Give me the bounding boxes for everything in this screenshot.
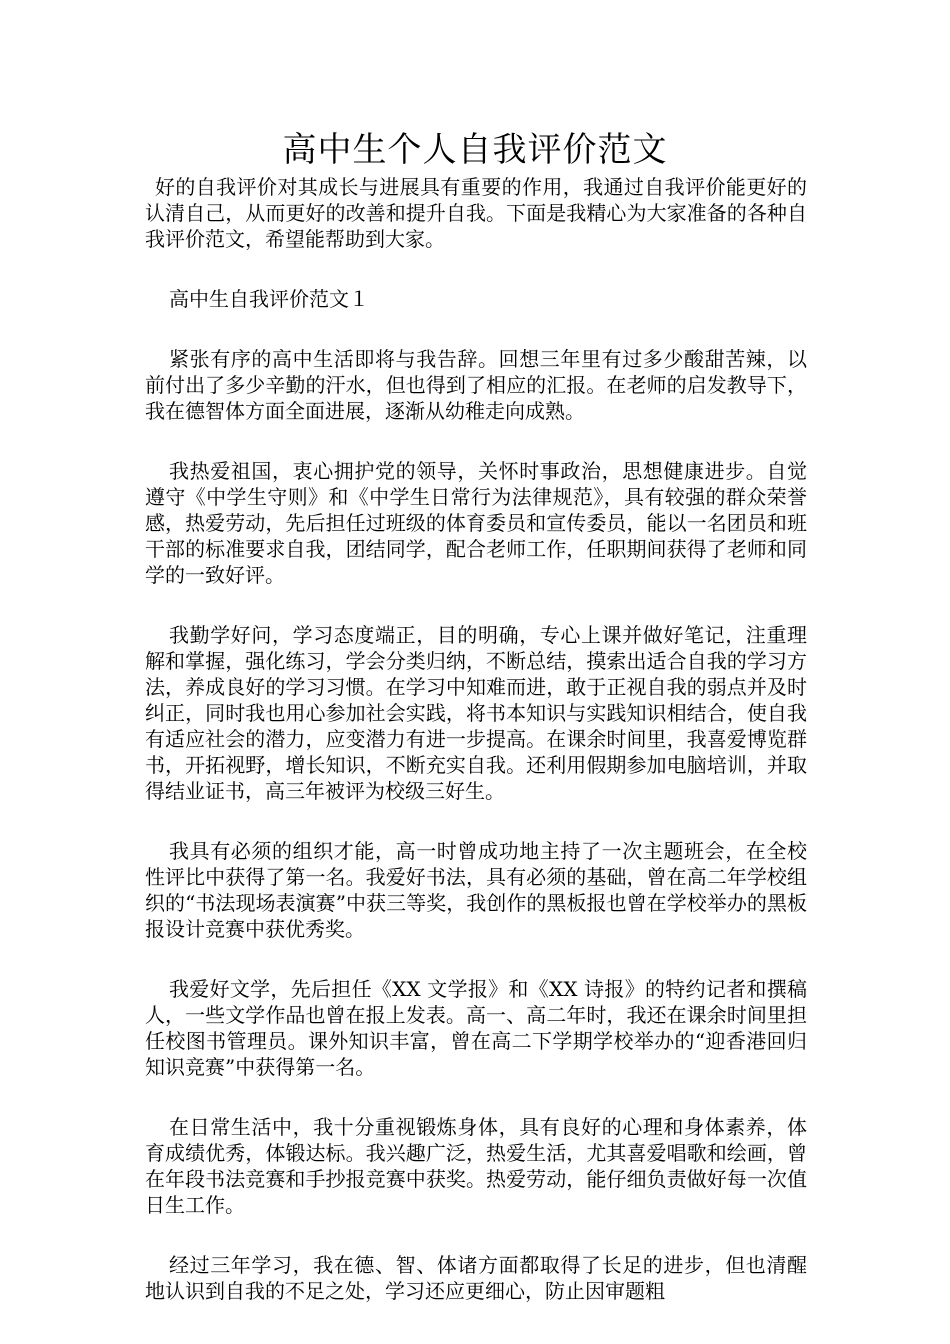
body-paragraph: 我爱好文学，先后担任《XX 文学报》和《XX 诗报》的特约记者和撰稿人，一些文学作品也曾在报上发表。高一、高二年时，我还在课余时间里担任校图书管理员。课外知识丰富，曾在高二下学期学校举办的“迎香港回归知识竞赛”中获得第一名。 bbox=[145, 977, 807, 1079]
body-paragraph: 我具有必须的组织才能，高一时曾成功地主持了一次主题班会，在全校性评比中获得了第一名。我爱好书法，具有必须的基础，曾在高二年学校组织的“书法现场表演赛”中获三等奖，我创作的黑板报也曾在学校举办的黑板报设计竞赛中获优秀奖。 bbox=[145, 839, 807, 941]
document-body bbox=[145, 174, 807, 1338]
intro-paragraph: 好的自我评价对其成长与进展具有重要的作用，我通过自我评价能更好的认清自己，从而更好的改善和提升自我。下面是我精心为大家准备的各种自我评价范文，希望能帮助到大家。 bbox=[145, 175, 807, 251]
body-paragraph: 我热爱祖国，衷心拥护党的领导，关怀时事政治，思想健康进步。自觉遵守《中学生守则》和《中学生日常行为法律规范》，具有较强的群众荣誉感，热爱劳动，先后担任过班级的体育委员和宣传委员，能以一名团员和班干部的标准要求自我，团结同学，配合老师工作，任职期间获得了老师和同学的一致好评。 bbox=[145, 459, 807, 587]
body-paragraph: 在日常生活中，我十分重视锻炼身体，具有良好的心理和身体素养，体育成绩优秀，体锻达标。我兴趣广泛，热爱生活，尤其喜爱唱歌和绘画，曾在年段书法竞赛和手抄报竞赛中获奖。热爱劳动，能仔细负责做好每一次值日生工作。 bbox=[145, 1115, 807, 1217]
body-paragraph: 我勤学好问，学习态度端正，目的明确，专心上课并做好笔记，注重理解和掌握，强化练习，学会分类归纳，不断总结，摸索出适合自我的学习方法，养成良好的学习习惯。在学习中知难而进，敢于正视自我的弱点并及时纠正，同时我也用心参加社会实践，将书本知识与实践知识相结合，使自我有适应社会的潜力，应变潜力有进一步提高。在课余时间里，我喜爱博览群书，开拓视野，增长知识，不断充实自我。还利用假期参加电脑培训，并取得结业证书，高三年被评为校级三好生。 bbox=[145, 623, 807, 803]
body-paragraph: 紧张有序的高中生活即将与我告辞。回想三年里有过多少酸甜苦辣，以前付出了多少辛勤的汗水，但也得到了相应的汇报。在老师的启发教导下，我在德智体方面全面进展，逐渐从幼稚走向成熟。 bbox=[145, 347, 807, 423]
section-heading: 高中生自我评价范文１ bbox=[169, 287, 369, 311]
document-title: 高中生个人自我评价范文 bbox=[282, 130, 668, 170]
body-paragraph: 经过三年学习，我在德、智、体诸方面都取得了长足的进步，但也清醒地认识到自我的不足之处，学习还应更细心，防止因审题粗 bbox=[145, 1253, 807, 1303]
